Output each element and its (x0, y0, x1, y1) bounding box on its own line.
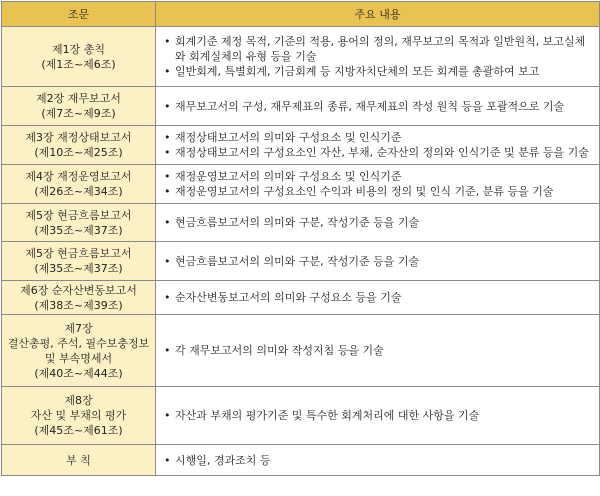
table-row (2, 126, 600, 165)
content-cell (156, 126, 600, 165)
content-item: • 회계기준 제정 목적, 기준의 적용, 용어의 정의, 재무보고의 목적과 일반원칙, 보고실체와 회계실체의 유형 등을 기술 (164, 34, 593, 64)
content-list (164, 99, 593, 114)
content-item: • 현금흐름보고서의 의미와 구분, 작성기준 등을 기술 (164, 254, 593, 269)
header-content: 주요 내용 (156, 2, 600, 27)
table-row (2, 445, 600, 476)
article-cell: 제2장 재무보고서 (제7조~제9조) (2, 87, 156, 126)
content-list (164, 408, 593, 423)
content-item: • 재무보고서의 구성, 재무제표의 종류, 재무제표의 작성 원칙 등을 포괄적으로 기술 (164, 99, 593, 114)
content-list (164, 34, 593, 79)
content-item: • 재정운영보고서의 의미와 구성요소 및 인식기준 (164, 169, 593, 184)
table-row (2, 387, 600, 445)
content-cell (156, 242, 600, 281)
content-item: • 재정운영보고서의 구성요소인 수익과 비용의 정의 및 인식 기준, 분류 등을 기술 (164, 184, 593, 199)
content-cell (156, 315, 600, 387)
regulation-table (1, 1, 600, 476)
content-list (164, 215, 593, 230)
content-item: • 각 재무보고서의 의미와 작성지침 등을 기술 (164, 343, 593, 358)
content-cell (156, 165, 600, 204)
content-item: • 순자산변동보고서의 의미와 구성요소 등을 기술 (164, 290, 593, 305)
content-cell (156, 445, 600, 476)
article-cell: 제4장 재정운영보고서 (제26조~제34조) (2, 165, 156, 204)
article-cell: 제7장 결산총평, 주석, 필수보충정보 및 부속명세서 (제40조~제44조) (2, 315, 156, 387)
article-cell: 제6장 순자산변동보고서 (제38조~제39조) (2, 281, 156, 315)
table-row (2, 87, 600, 126)
content-list (164, 254, 593, 269)
table-row (2, 242, 600, 281)
content-list (164, 169, 593, 199)
content-item: • 재정상태보고서의 구성요소인 자산, 부채, 순자산의 정의와 인식기준 및 분류 등을 기술 (164, 145, 593, 160)
article-cell: 제3장 재정상태보고서 (제10조~제25조) (2, 126, 156, 165)
header-article: 조문 (2, 2, 156, 27)
content-cell (156, 87, 600, 126)
article-cell: 부 칙 (2, 445, 156, 476)
content-list (164, 130, 593, 160)
content-item: • 자산과 부채의 평가기준 및 특수한 회계처리에 대한 사항을 기술 (164, 408, 593, 423)
table-row (2, 281, 600, 315)
table-row (2, 165, 600, 204)
article-cell: 제5장 현금흐름보고서 (제35조~제37조) (2, 204, 156, 242)
content-item: • 재정상태보고서의 의미와 구성요소 및 인식기준 (164, 130, 593, 145)
content-item: • 시행일, 경과조치 등 (164, 453, 593, 468)
table-row (2, 204, 600, 242)
content-cell (156, 204, 600, 242)
content-list (164, 343, 593, 358)
content-item: • 현금흐름보고서의 의미와 구분, 작성기준 등을 기술 (164, 215, 593, 230)
table-row (2, 315, 600, 387)
article-cell: 제1장 총칙 (제1조~제6조) (2, 27, 156, 87)
content-cell (156, 27, 600, 87)
content-cell (156, 281, 600, 315)
table-row (2, 27, 600, 87)
content-item: • 일반회계, 특별회계, 기금회계 등 지방자치단체의 모든 회계를 총괄하여 보고 (164, 64, 593, 79)
content-list (164, 290, 593, 305)
content-list (164, 453, 593, 468)
header-row (2, 2, 600, 27)
article-cell: 제8장 자산 및 부채의 평가 (제45조~제61조) (2, 387, 156, 445)
content-cell (156, 387, 600, 445)
article-cell: 제5장 현금흐름보고서 (제35조~제37조) (2, 242, 156, 281)
